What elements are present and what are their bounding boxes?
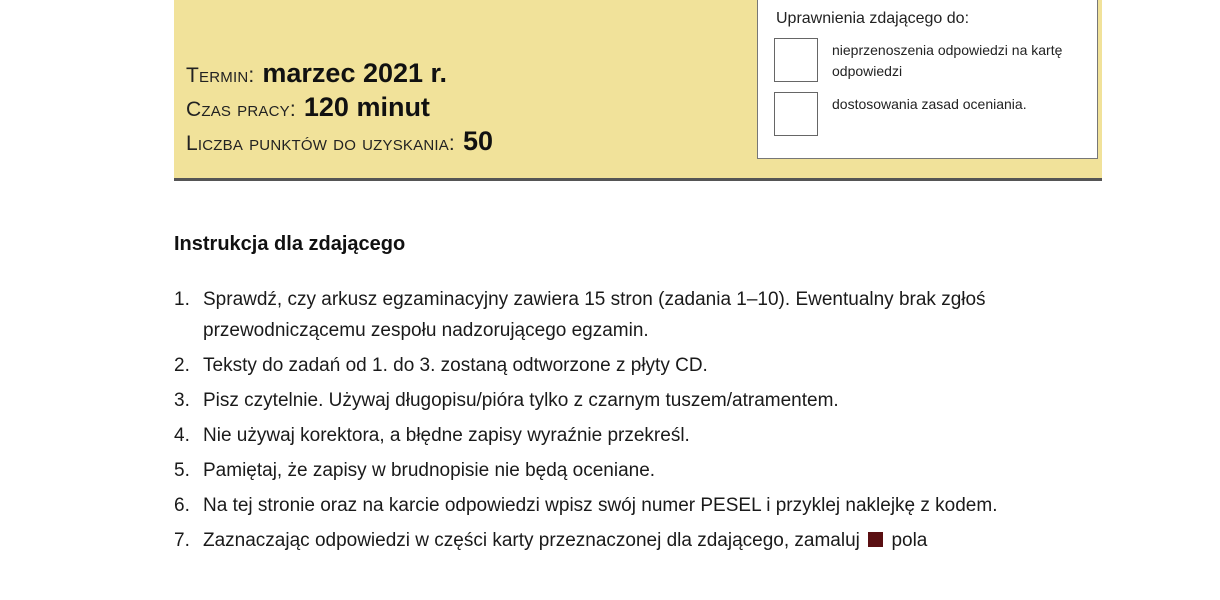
instructions-list bbox=[174, 284, 1094, 560]
instruction-item bbox=[174, 525, 1094, 556]
instruction-number: 4. bbox=[174, 425, 190, 446]
instruction-number: 1. bbox=[174, 289, 190, 310]
term-label: Termin: bbox=[186, 64, 255, 87]
time-label: Czas pracy: bbox=[186, 98, 296, 121]
term-row bbox=[186, 58, 493, 92]
entitlement-label-no-transfer: nieprzenoszenia odpowiedzi na kartę odpowiedzi bbox=[832, 42, 1063, 79]
instruction-text-after: pola bbox=[891, 530, 928, 551]
instruction-text bbox=[203, 525, 1094, 556]
instruction-item bbox=[174, 420, 1094, 451]
term-value: marzec 2021 r. bbox=[262, 58, 448, 88]
entitlements-title: Uprawnienia zdającego do: bbox=[776, 10, 970, 27]
instruction-text: Pisz czytelnie. Używaj długopisu/pióra tylko z czarnym tuszem/atramentem. bbox=[203, 390, 839, 411]
instruction-item bbox=[174, 385, 1094, 416]
entitlement-item-no-transfer bbox=[774, 38, 1092, 88]
instruction-item bbox=[174, 455, 1094, 486]
points-row bbox=[186, 126, 493, 160]
instruction-text: Sprawdź, czy arkusz egzaminacyjny zawiera 15 stron (zadania 1–10). Ewentualny brak zgłoś przewodniczącemu zespołu nadzorującego egzamin. bbox=[203, 289, 986, 341]
instruction-number: 5. bbox=[174, 460, 190, 481]
entitlements-box bbox=[757, 0, 1098, 159]
points-label: Liczba punktów do uzyskania: bbox=[186, 132, 455, 155]
time-row bbox=[186, 92, 493, 126]
filled-square-icon bbox=[868, 532, 883, 547]
instruction-number: 7. bbox=[174, 530, 190, 551]
instruction-number: 3. bbox=[174, 390, 190, 411]
instructions-heading: Instrukcja dla zdającego bbox=[174, 233, 406, 255]
instruction-text: Na tej stronie oraz na karcie odpowiedzi wpisz swój numer PESEL i przyklej naklejkę z kodem. bbox=[203, 495, 998, 516]
instruction-item bbox=[174, 490, 1094, 521]
instruction-text: Teksty do zadań od 1. do 3. zostaną odtworzone z płyty CD. bbox=[203, 355, 708, 376]
entitlement-label-adjusted-grading: dostosowania zasad oceniania. bbox=[832, 96, 1027, 112]
instruction-item bbox=[174, 350, 1094, 381]
instruction-text: Pamiętaj, że zapisy w brudnopisie nie będą oceniane. bbox=[203, 460, 656, 481]
entitlement-checkbox-no-transfer[interactable] bbox=[774, 38, 818, 82]
time-value: 120 minut bbox=[303, 92, 430, 122]
exam-info bbox=[186, 58, 493, 160]
instruction-item bbox=[174, 284, 1094, 346]
instruction-number: 2. bbox=[174, 355, 190, 376]
instruction-text: Nie używaj korektora, a błędne zapisy wyraźnie przekreśl. bbox=[203, 425, 690, 446]
instruction-number: 6. bbox=[174, 495, 190, 516]
entitlement-checkbox-adjusted-grading[interactable] bbox=[774, 92, 818, 136]
points-value: 50 bbox=[462, 126, 494, 156]
instruction-text-before: Zaznaczając odpowiedzi w części karty przeznaczonej dla zdającego, zamaluj bbox=[203, 530, 860, 551]
entitlement-item-adjusted-grading bbox=[774, 92, 1092, 142]
